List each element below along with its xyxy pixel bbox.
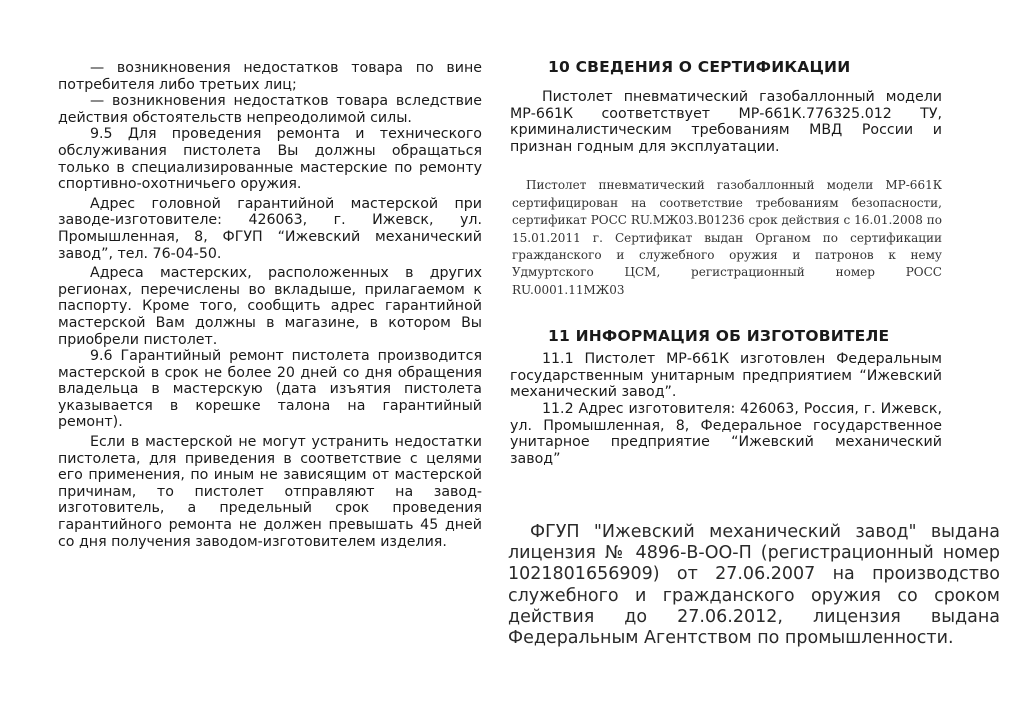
certification-statement: Пистолет пневматический газобаллонный модели МР-661К соответствует МР-661К.776325.012 ТУ, криминалистическим требованиям МВД России и признан годным для эксплуатации. <box>510 89 942 155</box>
right-column <box>510 58 942 467</box>
certificate-note-text: Пистолет пневматический газобаллонный модели МР-661К сертифицирован на соответствие требованиям безопасности, сертификат РОСС RU.МЖ03.В01236 срок действия с 16.01.2008 по 15.01.2011 г. Сертификат выдан Органом по сертификации гражданского и служебного оружия и патронов к нему Удмуртского ЦСМ, регистрационный номер РОСС RU.0001.11МЖ03 <box>512 178 942 297</box>
section-10-heading: 10 СВЕДЕНИЯ О СЕРТИФИКАЦИИ <box>548 58 851 76</box>
paragraph-head-workshop-address: Адрес головной гарантийной мастерской при заводе-изготовителе: 426063, г. Ижевск, ул. Промышленная, 8, ФГУП “Ижевский механический завод”, тел. 76-04-50. <box>58 195 482 262</box>
manufacturer-item-11-2: 11.2 Адрес изготовителя: 426063, Россия, г. Ижевск, ул. Промышленная, 8, Федеральное государственное унитарное предприятие “Ижевский механический завод” <box>510 401 942 467</box>
paragraph-9-6-repair-term: 9.6 Гарантийный ремонт пистолета производится мастерской в срок не более 20 дней со дня обращения владельца в мастерскую (дата изъятия пистолета указывается в корешке талона на гарантийный ремонт). <box>58 348 482 431</box>
section-10-body <box>510 89 942 155</box>
paragraph-warranty-exclusion-consumer: — возникновения недостатков товара по вине потребителя либо третьих лиц; <box>58 60 482 93</box>
license-text: ФГУП "Ижевский механический завод" выдана лицензия № 4896-В-ОО-П (регистрационный номер 1021801656909) от 27.06.2007 на производство служебного и гражданского оружия со сроком действия до 27.06.2012, лицензия выдана Федеральным Агентством по промышленности. <box>508 522 1000 649</box>
section-11-body <box>510 351 942 467</box>
section-11-heading: 11 ИНФОРМАЦИЯ ОБ ИЗГОТОВИТЕЛЕ <box>548 327 890 346</box>
certificate-note <box>510 177 942 299</box>
paragraph-regional-workshops: Адреса мастерских, расположенных в других регионах, перечислены во вкладыше, прилагаемом к паспорту. Кроме того, сообщить адрес гарантийной мастерской Вам должны в магазине, в котором Вы приобрели пистолет. <box>58 265 482 348</box>
paragraph-factory-repair: Если в мастерской не могут устранить недостатки пистолета, для приведения в соответствие с целями его применения, по иным не зависящим от мастерской причинам, то пистолет отправляют на завод-изготовитель, а предельный срок проведения гарантийного ремонта не должен превышать 45 дней со дня получения заводом-изготовителем изделия. <box>58 434 482 550</box>
paragraph-9-5-service: 9.5 Для проведения ремонта и технического обслуживания пистолета Вы должны обращаться только в специализированные мастерские по ремонту спортивно-охотничьего оружия. <box>58 126 482 193</box>
left-column <box>58 60 482 550</box>
license-block <box>508 522 1000 649</box>
paragraph-warranty-exclusion-force-majeure: — возникновения недостатков товара вследствие действия обстоятельств непреодолимой силы. <box>58 93 482 126</box>
manufacturer-item-11-1: 11.1 Пистолет МР-661К изготовлен Федеральным государственным унитарным предприятием “Ижевский механический завод”. <box>510 351 942 401</box>
